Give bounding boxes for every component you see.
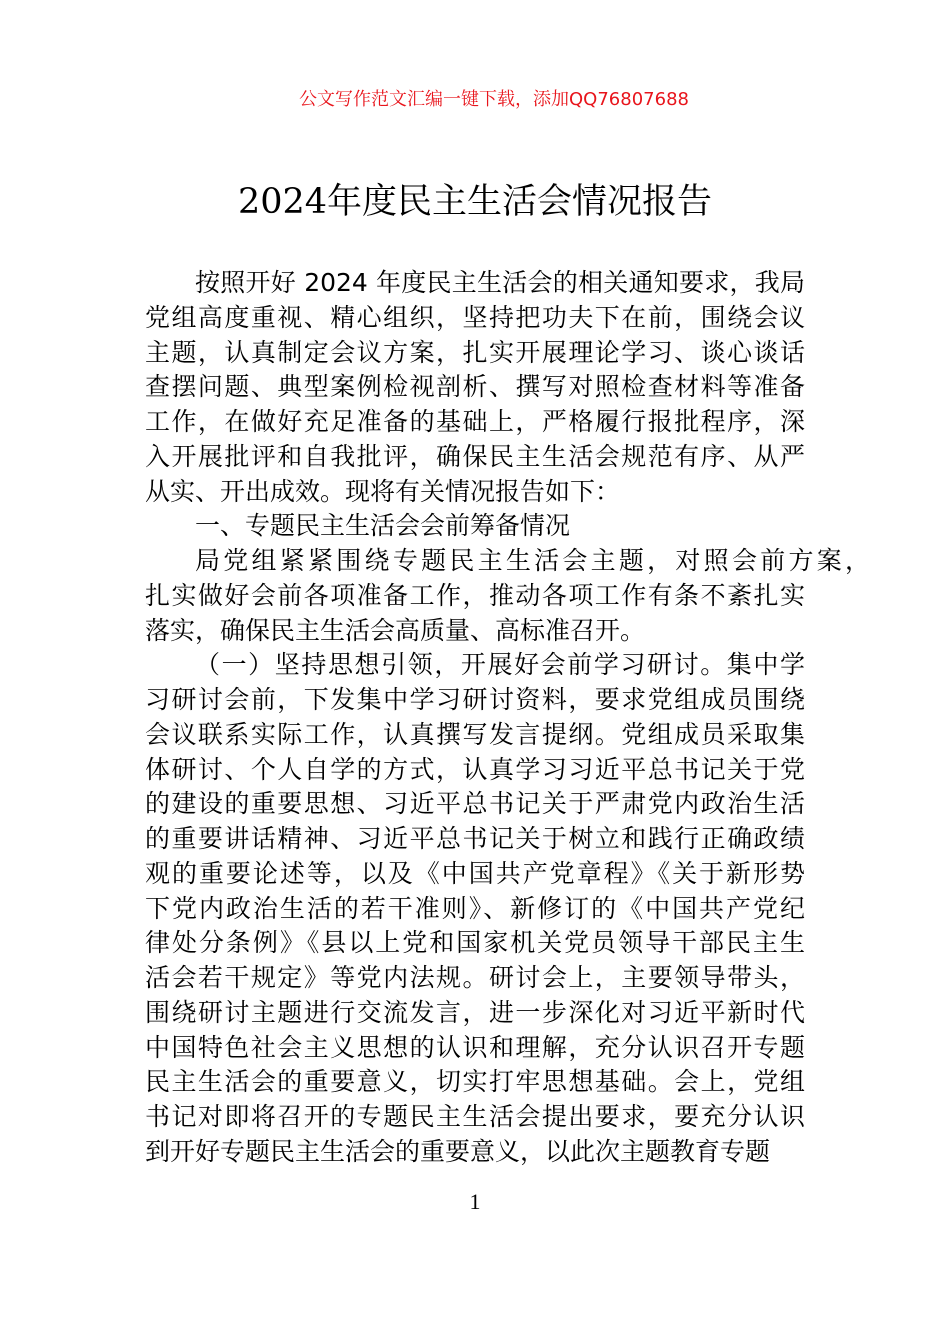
text-line: 工作，在做好充足准备的基础上，严格履行报批程序，深 [145,407,805,436]
text-line: 书记对即将召开的专题民主生活会提出要求，要充分认识 [145,1102,805,1131]
text-line: 民主生活会的重要意义，切实打牢思想基础。会上，党组 [145,1067,805,1097]
text-line: 党组高度重视、精心组织，坚持把功夫下在前，围绕会议 [145,302,805,332]
text-line: 从实、开出成效。现将有关情况报告如下： [145,476,621,506]
page-number: 1 [469,1189,481,1214]
text-line: 会议联系实际工作，认真撰写发言提纲。党组成员采取集 [145,719,805,749]
text-line: 观的重要论述等，以及《中国共产党章程》《关于新形势 [145,858,805,888]
document-title: 2024年度民主生活会情况报告 [237,182,713,222]
text-line: 围绕研讨主题进行交流发言，进一步深化对习近平新时代 [145,997,805,1027]
text-line: 局党组紧紧围绕专题民主生活会主题，对照会前方案， [195,546,870,575]
paragraph [145,266,805,509]
watermark-header: 公文写作范文汇编一键下载，添加QQ76807688 [299,89,689,110]
text-line: 体研讨、个人自学的方式，认真学习习近平总书记关于党 [145,754,805,784]
paragraph [145,648,805,1169]
paragraph [145,544,870,648]
text-line: 下党内政治生活的若干准则》、新修订的《中国共产党纪 [145,893,805,923]
text-line: 活会若干规定》等党内法规。研讨会上，主要领导带头， [145,963,805,992]
text-line: 扎实做好会前各项准备工作，推动各项工作有条不紊扎实 [145,580,805,610]
text-line: 查摆问题、典型案例检视剖析、撰写对照检查材料等准备 [145,372,805,402]
paragraph [145,509,805,544]
text-line: 习研讨会前，下发集中学习研讨资料，要求党组成员围绕 [145,685,805,714]
text-line: 主题，认真制定会议方案，扎实开展理论学习、谈心谈话 [145,337,805,367]
text-line: 按照开好 2024 年度民主生活会的相关通知要求，我局 [195,268,805,297]
text-line: 一、专题民主生活会会前筹备情况 [195,511,571,541]
text-line: 的重要讲话精神、习近平总书记关于树立和践行正确政绩 [145,824,805,853]
text-line: 的建设的重要思想、习近平总书记关于严肃党内政治生活 [145,789,805,819]
text-line: 落实，确保民主生活会高质量、高标准召开。 [145,615,646,645]
text-line: 律处分条例》《县以上党和国家机关党员领导干部民主生 [145,928,805,958]
text-line: （一）坚持思想引领，开展好会前学习研讨。集中学 [195,650,805,680]
text-line: 中国特色社会主义思想的认识和理解，充分认识召开专题 [145,1032,805,1062]
text-line: 到开好专题民主生活会的重要意义，以此次主题教育专题 [145,1136,771,1166]
text-line: 入开展批评和自我批评，确保民主生活会规范有序、从严 [145,441,805,471]
document-body [145,266,870,1170]
